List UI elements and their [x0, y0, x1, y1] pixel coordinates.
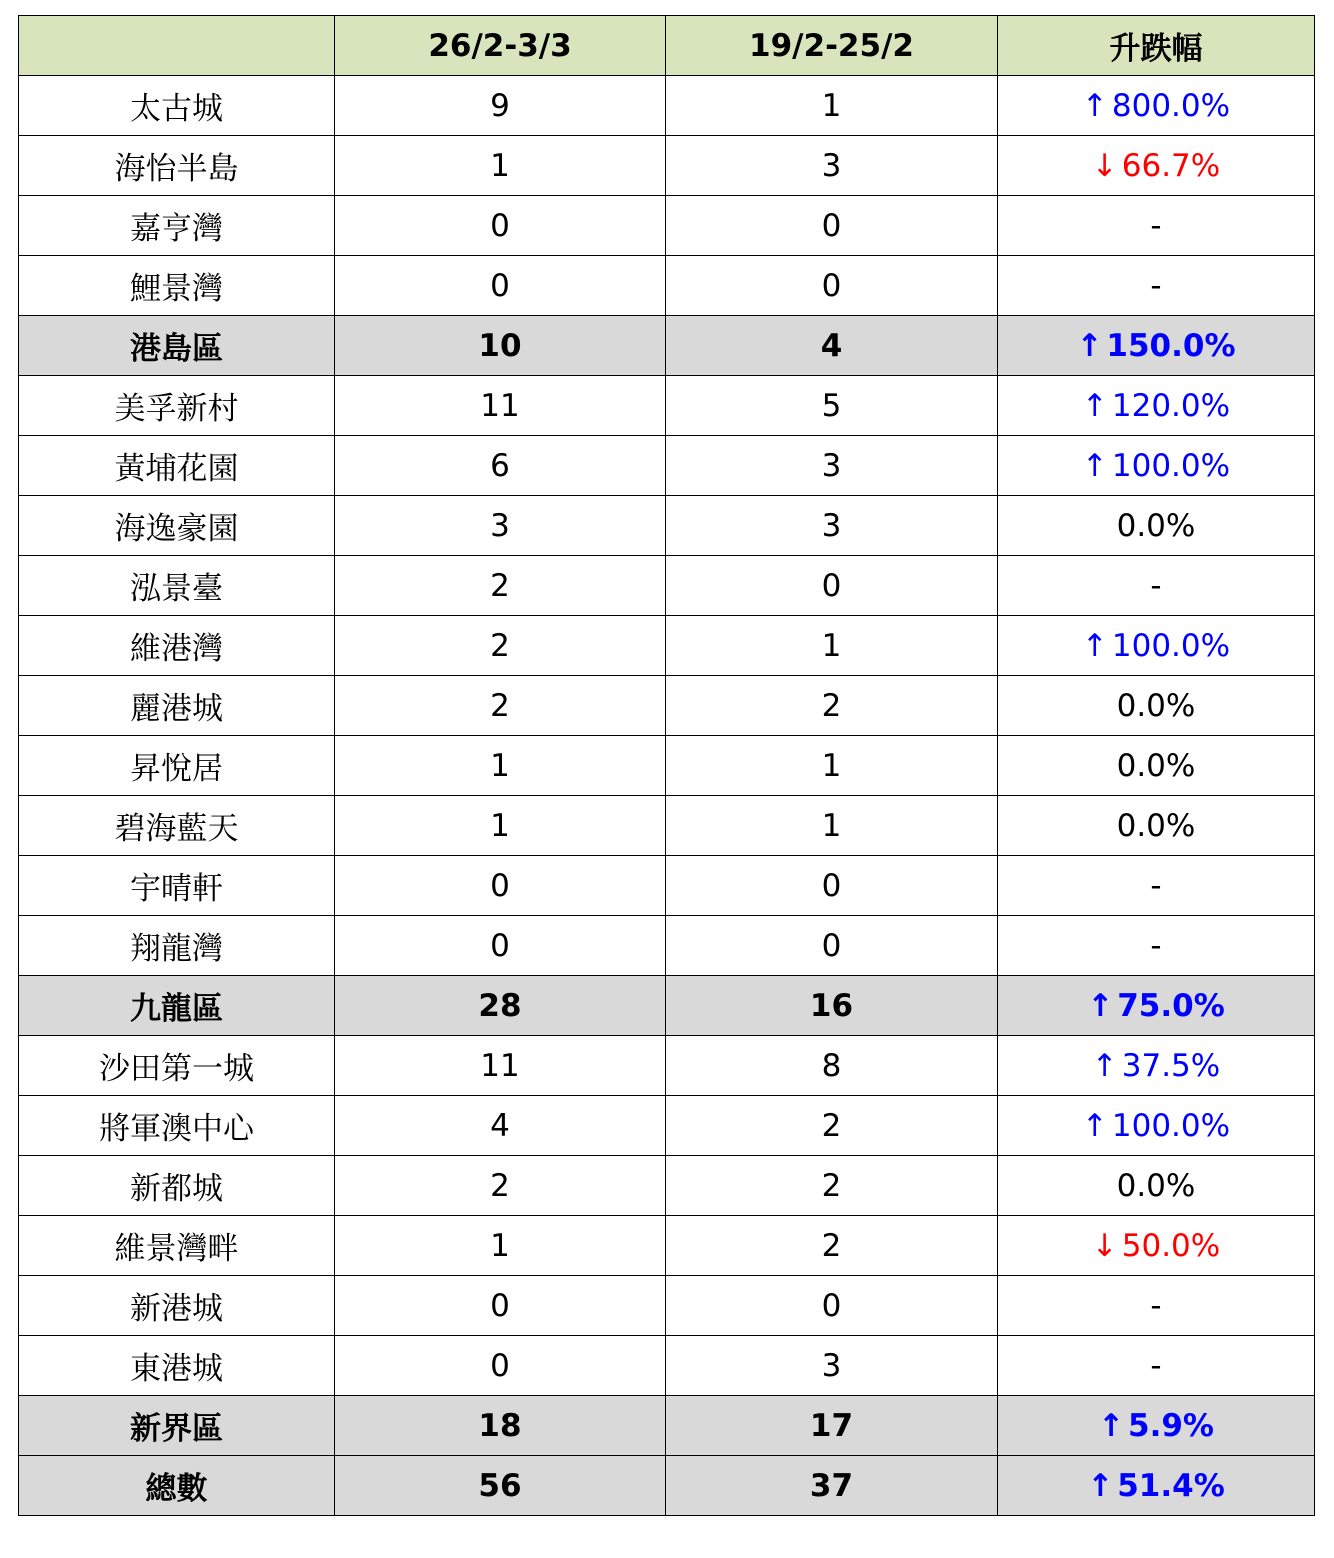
table-body — [19, 76, 1315, 1516]
previous-count-cell: 17 — [666, 1396, 998, 1456]
change-value: 100.0% — [1111, 1107, 1231, 1144]
data-table — [18, 15, 1315, 1516]
transaction-table — [18, 15, 1314, 1516]
change-value: - — [1150, 567, 1162, 604]
arrow-up-icon: ↑ — [1081, 627, 1108, 664]
estate-name-cell: 海逸豪園 — [19, 496, 335, 556]
change-value: - — [1150, 267, 1162, 304]
current-count-cell: 4 — [335, 1096, 666, 1156]
change-cell — [998, 1096, 1315, 1156]
estate-name-cell: 港島區 — [19, 316, 335, 376]
change-cell — [998, 1216, 1315, 1276]
change-cell — [998, 616, 1315, 676]
table-row — [19, 616, 1315, 676]
previous-count-cell: 1 — [666, 76, 998, 136]
current-count-cell: 1 — [335, 796, 666, 856]
estate-name-cell: 昇悅居 — [19, 736, 335, 796]
header-previous-period: 19/2-25/2 — [666, 16, 998, 76]
estate-name-cell: 沙田第一城 — [19, 1036, 335, 1096]
table-row — [19, 76, 1315, 136]
estate-name-cell: 宇晴軒 — [19, 856, 335, 916]
change-cell — [998, 256, 1315, 316]
previous-count-cell: 2 — [666, 1156, 998, 1216]
current-count-cell: 0 — [335, 916, 666, 976]
estate-name-cell: 碧海藍天 — [19, 796, 335, 856]
arrow-down-icon: ↓ — [1091, 1227, 1118, 1264]
change-cell — [998, 1036, 1315, 1096]
previous-count-cell: 0 — [666, 556, 998, 616]
estate-name-cell: 太古城 — [19, 76, 335, 136]
estate-name-cell: 總數 — [19, 1456, 335, 1516]
change-value: 37.5% — [1121, 1047, 1221, 1084]
header-change: 升跌幅 — [998, 16, 1315, 76]
subtotal-row — [19, 1396, 1315, 1456]
change-cell — [998, 916, 1315, 976]
estate-name-cell: 新都城 — [19, 1156, 335, 1216]
change-cell — [998, 136, 1315, 196]
table-row — [19, 916, 1315, 976]
estate-name-cell: 海怡半島 — [19, 136, 335, 196]
change-cell — [998, 676, 1315, 736]
previous-count-cell: 0 — [666, 256, 998, 316]
table-row — [19, 1276, 1315, 1336]
current-count-cell: 3 — [335, 496, 666, 556]
table-row — [19, 676, 1315, 736]
current-count-cell: 0 — [335, 196, 666, 256]
subtotal-row — [19, 1456, 1315, 1516]
previous-count-cell: 0 — [666, 196, 998, 256]
change-value: - — [1150, 207, 1162, 244]
arrow-down-icon: ↓ — [1091, 147, 1118, 184]
change-value: 0.0% — [1116, 807, 1196, 844]
previous-count-cell: 37 — [666, 1456, 998, 1516]
previous-count-cell: 3 — [666, 1336, 998, 1396]
change-cell — [998, 76, 1315, 136]
previous-count-cell: 0 — [666, 916, 998, 976]
subtotal-row — [19, 316, 1315, 376]
previous-count-cell: 1 — [666, 796, 998, 856]
previous-count-cell: 3 — [666, 496, 998, 556]
previous-count-cell: 5 — [666, 376, 998, 436]
table-row — [19, 196, 1315, 256]
table-row — [19, 1216, 1315, 1276]
change-value: - — [1150, 927, 1162, 964]
change-cell — [998, 1396, 1315, 1456]
estate-name-cell: 九龍區 — [19, 976, 335, 1036]
previous-count-cell: 0 — [666, 1276, 998, 1336]
header-row — [19, 16, 1315, 76]
table-row — [19, 796, 1315, 856]
estate-name-cell: 維景灣畔 — [19, 1216, 335, 1276]
current-count-cell: 0 — [335, 1336, 666, 1396]
current-count-cell: 6 — [335, 436, 666, 496]
current-count-cell: 2 — [335, 556, 666, 616]
estate-name-cell: 泓景臺 — [19, 556, 335, 616]
estate-name-cell: 嘉亨灣 — [19, 196, 335, 256]
change-value: 120.0% — [1111, 387, 1231, 424]
change-cell — [998, 736, 1315, 796]
table-row — [19, 376, 1315, 436]
table-row — [19, 256, 1315, 316]
previous-count-cell: 2 — [666, 1096, 998, 1156]
arrow-up-icon: ↑ — [1091, 1047, 1118, 1084]
table-row — [19, 736, 1315, 796]
table-row — [19, 136, 1315, 196]
previous-count-cell: 0 — [666, 856, 998, 916]
current-count-cell: 10 — [335, 316, 666, 376]
current-count-cell: 28 — [335, 976, 666, 1036]
arrow-up-icon: ↑ — [1081, 87, 1108, 124]
arrow-up-icon: ↑ — [1076, 327, 1103, 364]
change-value: - — [1150, 1347, 1162, 1384]
arrow-up-icon: ↑ — [1081, 387, 1108, 424]
current-count-cell: 2 — [335, 1156, 666, 1216]
current-count-cell: 11 — [335, 1036, 666, 1096]
current-count-cell: 1 — [335, 136, 666, 196]
current-count-cell: 56 — [335, 1456, 666, 1516]
previous-count-cell: 3 — [666, 436, 998, 496]
change-value: 75.0% — [1117, 987, 1225, 1024]
change-cell — [998, 1336, 1315, 1396]
current-count-cell: 2 — [335, 676, 666, 736]
estate-name-cell: 將軍澳中心 — [19, 1096, 335, 1156]
change-value: 100.0% — [1111, 627, 1231, 664]
estate-name-cell: 新界區 — [19, 1396, 335, 1456]
change-cell — [998, 1456, 1315, 1516]
table-row — [19, 856, 1315, 916]
estate-name-cell: 新港城 — [19, 1276, 335, 1336]
current-count-cell: 1 — [335, 1216, 666, 1276]
arrow-up-icon: ↑ — [1098, 1407, 1124, 1444]
estate-name-cell: 美孚新村 — [19, 376, 335, 436]
estate-name-cell: 麗港城 — [19, 676, 335, 736]
arrow-up-icon: ↑ — [1087, 1467, 1114, 1504]
header-current-period: 26/2-3/3 — [335, 16, 666, 76]
estate-name-cell: 翔龍灣 — [19, 916, 335, 976]
current-count-cell: 0 — [335, 856, 666, 916]
table-row — [19, 496, 1315, 556]
previous-count-cell: 2 — [666, 1216, 998, 1276]
change-cell — [998, 376, 1315, 436]
table-row — [19, 436, 1315, 496]
table-row — [19, 1096, 1315, 1156]
current-count-cell: 1 — [335, 736, 666, 796]
header-estate — [19, 16, 335, 76]
change-cell — [998, 496, 1315, 556]
previous-count-cell: 16 — [666, 976, 998, 1036]
change-cell — [998, 1156, 1315, 1216]
previous-count-cell: 3 — [666, 136, 998, 196]
change-value: - — [1150, 867, 1162, 904]
change-value: 51.4% — [1117, 1467, 1225, 1504]
previous-count-cell: 4 — [666, 316, 998, 376]
previous-count-cell: 2 — [666, 676, 998, 736]
change-value: 66.7% — [1121, 147, 1221, 184]
current-count-cell: 18 — [335, 1396, 666, 1456]
table-row — [19, 1156, 1315, 1216]
change-value: 0.0% — [1116, 747, 1196, 784]
arrow-up-icon: ↑ — [1081, 1107, 1108, 1144]
change-value: 0.0% — [1116, 1167, 1196, 1204]
estate-name-cell: 維港灣 — [19, 616, 335, 676]
change-cell — [998, 856, 1315, 916]
change-value: - — [1150, 1287, 1162, 1324]
change-value: 50.0% — [1121, 1227, 1221, 1264]
table-row — [19, 556, 1315, 616]
estate-name-cell: 東港城 — [19, 1336, 335, 1396]
current-count-cell: 0 — [335, 256, 666, 316]
change-cell — [998, 1276, 1315, 1336]
current-count-cell: 2 — [335, 616, 666, 676]
table-row — [19, 1036, 1315, 1096]
change-cell — [998, 436, 1315, 496]
estate-name-cell: 鯉景灣 — [19, 256, 335, 316]
estate-name-cell: 黃埔花園 — [19, 436, 335, 496]
current-count-cell: 9 — [335, 76, 666, 136]
change-cell — [998, 796, 1315, 856]
change-cell — [998, 976, 1315, 1036]
change-value: 0.0% — [1116, 507, 1196, 544]
previous-count-cell: 1 — [666, 736, 998, 796]
change-cell — [998, 556, 1315, 616]
current-count-cell: 11 — [335, 376, 666, 436]
change-value: 5.9% — [1128, 1407, 1214, 1444]
change-cell — [998, 196, 1315, 256]
arrow-up-icon: ↑ — [1087, 987, 1114, 1024]
change-value: 800.0% — [1111, 87, 1231, 124]
previous-count-cell: 8 — [666, 1036, 998, 1096]
table-row — [19, 1336, 1315, 1396]
subtotal-row — [19, 976, 1315, 1036]
change-cell — [998, 316, 1315, 376]
change-value: 0.0% — [1116, 687, 1196, 724]
change-value: 100.0% — [1111, 447, 1231, 484]
arrow-up-icon: ↑ — [1081, 447, 1108, 484]
previous-count-cell: 1 — [666, 616, 998, 676]
change-value: 150.0% — [1106, 327, 1236, 364]
current-count-cell: 0 — [335, 1276, 666, 1336]
